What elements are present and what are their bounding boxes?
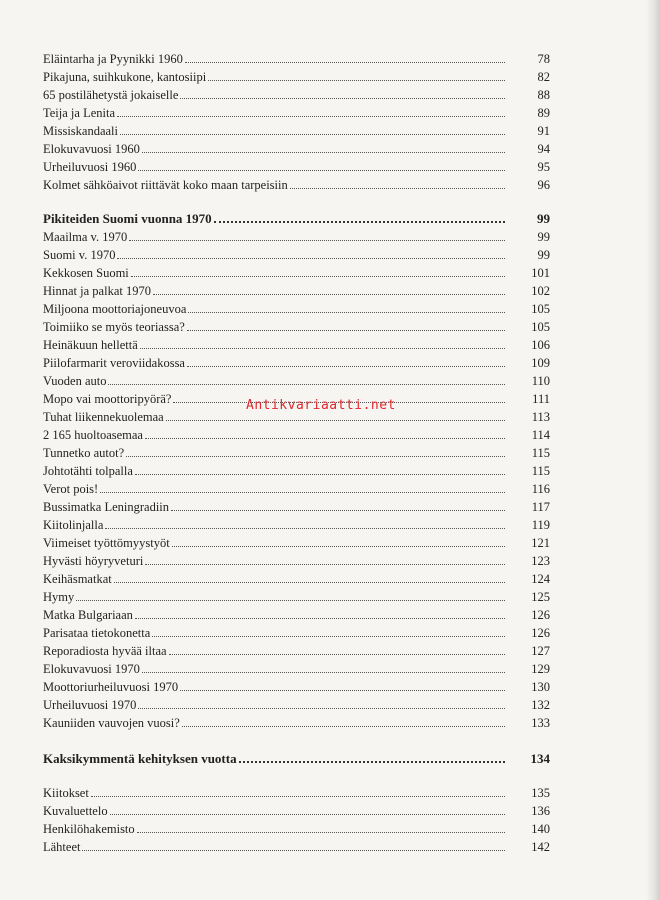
toc-entry [43,300,550,318]
dot-leader [82,850,505,851]
toc-entry [43,336,550,354]
chapter-page-number: 134 [530,751,550,766]
entry-title: Hyvästi höyryveturi [43,554,144,568]
entry-page-number: 99 [537,230,550,244]
entry-page-number: 132 [531,698,550,712]
dot-leader [185,62,505,63]
page-edge-shadow [646,0,660,900]
dot-leader [187,330,505,331]
entry-title: Pikajuna, suihkukone, kantosiipi [43,70,207,84]
entry-title: Moottoriurheiluvuosi 1970 [43,680,179,694]
toc-chapter-heading [43,750,550,768]
entry-page-number: 113 [531,410,550,424]
entry-page-number: 88 [537,88,550,102]
toc-entry [43,68,550,86]
entry-page-number: 111 [532,392,550,406]
section-gap [43,194,550,210]
dot-leader [142,672,505,673]
entry-page-number: 102 [531,284,550,298]
entry-title: Tunnetko autot? [43,446,125,460]
dot-leader [290,188,505,189]
dot-leader [135,618,505,619]
toc-entry [43,606,550,624]
dot-leader [166,420,505,421]
toc-entry [43,122,550,140]
entry-title: Reporadiosta hyvää iltaa [43,644,167,658]
toc-entry [43,802,550,820]
entry-title: Verot pois! [43,482,99,496]
entry-title: Piilofarmarit veroviidakossa [43,356,185,370]
dot-leader [138,708,505,709]
toc-entry [43,158,550,176]
entry-title: 65 postilähetystä jokaiselle [43,88,179,102]
entry-title: Kolmet sähköaivot riittävät koko maan tarpeisiin [43,178,288,192]
entry-title: Vuoden auto [43,374,107,388]
toc-entry [43,140,550,158]
toc-entry [43,86,550,104]
toc-entry [43,480,550,498]
dot-leader [120,134,505,135]
entry-title: Hymy [43,590,75,604]
toc-entry [43,264,550,282]
entry-page-number: 135 [531,786,550,800]
dot-leader [142,152,505,153]
entry-title: Elokuvavuosi 1970 [43,662,140,676]
dot-leader [117,258,505,259]
entry-page-number: 133 [531,716,550,730]
toc-entry [43,820,550,838]
entry-title: Bussimatka Leningradiin [43,500,170,514]
entry-page-number: 110 [531,374,550,388]
entry-page-number: 124 [531,572,550,586]
toc-entry [43,570,550,588]
toc-entry [43,354,550,372]
entry-title: Lähteet [43,840,81,854]
toc-entry [43,462,550,480]
entry-title: Missiskandaali [43,124,118,138]
entry-page-number: 123 [531,554,550,568]
entry-title: Viimeiset työttömyystyöt [43,536,170,550]
entry-title: Mopo vai moottoripyörä? [43,392,172,406]
watermark-text: Antikvariaatti.net [246,398,396,413]
entry-title: Kauniiden vauvojen vuosi? [43,716,180,730]
toc-entry [43,498,550,516]
entry-title: Teija ja Lenita [43,106,116,120]
dot-leader [110,814,505,815]
entry-page-number: 129 [531,662,550,676]
entry-title: Urheiluvuosi 1970 [43,698,137,712]
dot-leader [153,294,505,295]
entry-title: Suomi v. 1970 [43,248,116,262]
toc-entry [43,624,550,642]
section-gap [43,768,550,784]
dot-leader [135,474,505,475]
entry-page-number: 91 [537,124,550,138]
chapter-page-number: 99 [537,211,550,226]
toc-entry [43,714,550,732]
toc-entry [43,246,550,264]
dot-leader [129,240,505,241]
toc-entry [43,516,550,534]
dot-leader [239,761,505,763]
entry-page-number: 78 [537,52,550,66]
toc-entry [43,426,550,444]
toc-entry [43,176,550,194]
entry-title: 2 165 huoltoasemaa [43,428,143,442]
entry-page-number: 125 [531,590,550,604]
dot-leader [137,832,505,833]
toc-entry [43,838,550,856]
toc-entry [43,784,550,802]
dot-leader [117,116,505,117]
table-of-contents [43,50,550,856]
dot-leader [180,690,505,691]
toc-entry [43,228,550,246]
dot-leader [169,654,505,655]
entry-page-number: 94 [537,142,550,156]
entry-page-number: 116 [531,482,550,496]
entry-page-number: 105 [531,302,550,316]
entry-page-number: 115 [531,446,550,460]
dot-leader [152,636,505,637]
dot-leader [100,492,505,493]
entry-page-number: 130 [531,680,550,694]
toc-entry [43,50,550,68]
toc-entry [43,660,550,678]
entry-page-number: 126 [531,608,550,622]
toc-entry [43,678,550,696]
chapter-title: Kaksikymmentä kehityksen vuotta [43,751,237,766]
entry-page-number: 127 [531,644,550,658]
toc-chapter-heading [43,210,550,228]
entry-page-number: 82 [537,70,550,84]
dot-leader [140,348,505,349]
toc-entry [43,104,550,122]
toc-entry [43,372,550,390]
dot-leader [208,80,505,81]
dot-leader [188,312,505,313]
entry-title: Tuhat liikennekuolemaa [43,410,164,424]
entry-page-number: 119 [531,518,550,532]
toc-entry [43,552,550,570]
entry-title: Urheiluvuosi 1960 [43,160,137,174]
entry-title: Kiitokset [43,786,89,800]
entry-title: Elokuvavuosi 1960 [43,142,140,156]
entry-title: Henkilöhakemisto [43,822,135,836]
chapter-title: Pikiteiden Suomi vuonna 1970 [43,211,212,226]
toc-entry [43,318,550,336]
entry-title: Kiitolinjalla [43,518,104,532]
dot-leader [171,510,505,511]
dot-leader [214,221,505,223]
entry-page-number: 140 [531,822,550,836]
entry-title: Eläintarha ja Pyynikki 1960 [43,52,183,66]
dot-leader [126,456,505,457]
entry-title: Johtotähti tolpalla [43,464,133,478]
entry-title: Matka Bulgariaan [43,608,133,622]
dot-leader [138,170,505,171]
entry-page-number: 101 [531,266,550,280]
entry-page-number: 99 [537,248,550,262]
toc-entry [43,534,550,552]
entry-page-number: 95 [537,160,550,174]
entry-page-number: 121 [531,536,550,550]
dot-leader [76,600,505,601]
entry-page-number: 105 [531,320,550,334]
entry-title: Heinäkuun hellettä [43,338,138,352]
entry-title: Hinnat ja palkat 1970 [43,284,151,298]
entry-page-number: 142 [531,840,550,854]
entry-title: Miljoona moottoriajoneuvoa [43,302,187,316]
dot-leader [145,438,505,439]
entry-page-number: 89 [537,106,550,120]
dot-leader [108,384,505,385]
toc-entry [43,282,550,300]
dot-leader [182,726,505,727]
dot-leader [187,366,505,367]
toc-entry [43,588,550,606]
entry-page-number: 115 [531,464,550,478]
section-gap [43,732,550,750]
dot-leader [145,564,505,565]
dot-leader [172,546,505,547]
entry-title: Kekkosen Suomi [43,266,129,280]
entry-page-number: 126 [531,626,550,640]
entry-page-number: 109 [531,356,550,370]
entry-title: Keihäsmatkat [43,572,112,586]
entry-title: Parisataa tietokonetta [43,626,151,640]
dot-leader [180,98,505,99]
dot-leader [114,582,505,583]
entry-page-number: 136 [531,804,550,818]
dot-leader [105,528,505,529]
entry-page-number: 117 [531,500,550,514]
dot-leader [91,796,505,797]
toc-entry [43,444,550,462]
dot-leader [131,276,505,277]
toc-entry [43,642,550,660]
entry-title: Toimiiko se myös teoriassa? [43,320,185,334]
toc-entry [43,696,550,714]
entry-page-number: 114 [531,428,550,442]
entry-page-number: 106 [531,338,550,352]
entry-title: Maailma v. 1970 [43,230,128,244]
entry-title: Kuvaluettelo [43,804,108,818]
entry-page-number: 96 [537,178,550,192]
